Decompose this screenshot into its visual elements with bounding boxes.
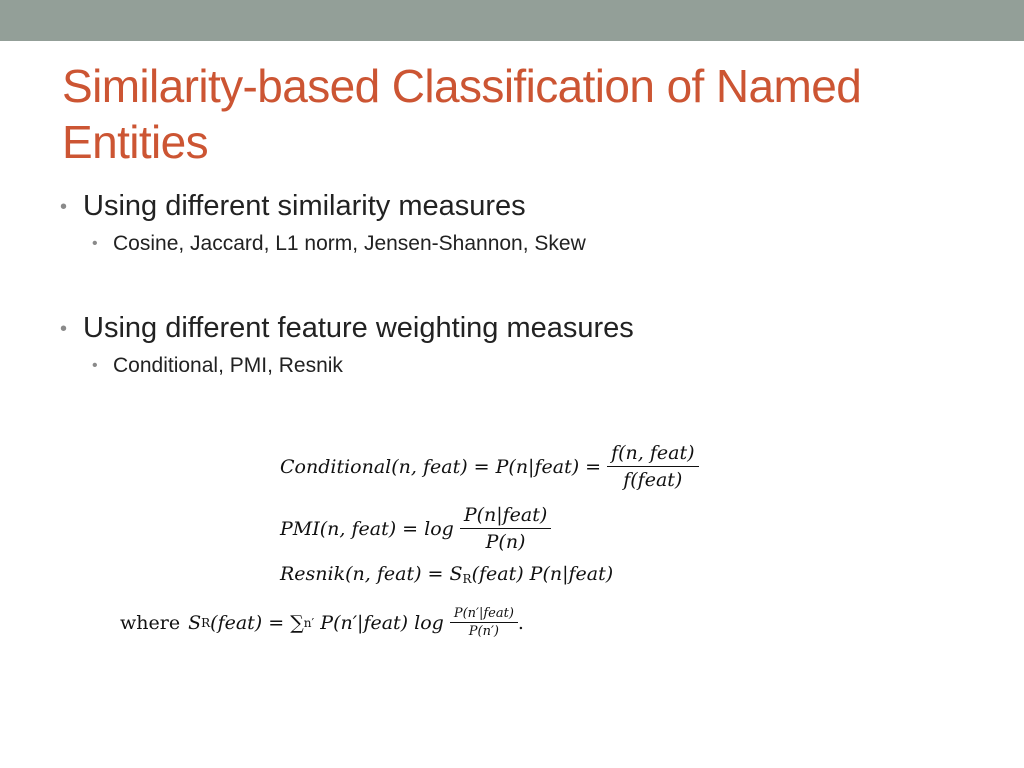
bullet-weighting-measures (60, 310, 960, 346)
bullet-list (60, 188, 960, 380)
sub-bullet-text: Cosine, Jaccard, L1 norm, Jensen-Shannon, Skew (113, 232, 586, 255)
sub-bullet-dot-icon: • (92, 357, 98, 374)
bullet-dot-icon: • (60, 196, 68, 218)
subscript: R (201, 615, 211, 630)
bullet-dot-icon: • (60, 318, 68, 340)
fraction-numerator: P(n′|feat) (450, 606, 518, 623)
slide-title: Similarity-based Classification of Named Entities (62, 60, 862, 168)
formula-lhs: Conditional(n, feat) = P(n|feat) = (280, 455, 602, 478)
formula-lhs: PMI(n, feat) = log (280, 517, 454, 540)
sub-bullet-weighting-list (60, 352, 960, 380)
where-label: where (120, 611, 181, 634)
fraction-denominator: f(feat) (623, 469, 683, 491)
sub-bullet-text: Conditional, PMI, Resnik (113, 354, 343, 377)
formula-pmi (280, 504, 551, 553)
formula-def: (feat) = ∑ (210, 611, 304, 634)
formula-resnik (280, 563, 613, 586)
fraction-numerator: f(n, feat) (607, 442, 698, 467)
fraction (607, 442, 698, 491)
formula-rhs: (feat) P(n|feat) (471, 563, 614, 585)
fraction-denominator: P(n′) (468, 624, 499, 639)
bullet-similarity-measures (60, 188, 960, 224)
formula-conditional (280, 442, 699, 491)
fraction-denominator: P(n) (485, 531, 526, 553)
formula-body: P(n′|feat) log (320, 611, 444, 634)
formula-where (120, 606, 524, 639)
formula-period: . (517, 611, 524, 634)
bullet-text: Using different similarity measures (83, 190, 526, 222)
top-bar (0, 0, 1024, 41)
fraction-numerator: P(n|feat) (460, 504, 552, 529)
subscript: R (462, 572, 472, 586)
sub-bullet-dot-icon: • (92, 235, 98, 252)
sub-bullet-similarity-list (60, 230, 960, 258)
fraction (450, 606, 518, 639)
formula-lhs: Resnik(n, feat) = S (280, 563, 463, 585)
bullet-text: Using different feature weighting measures (83, 312, 634, 344)
fraction (460, 504, 552, 553)
sum-subscript: n′ (303, 615, 315, 630)
formula-s: S (188, 611, 202, 634)
